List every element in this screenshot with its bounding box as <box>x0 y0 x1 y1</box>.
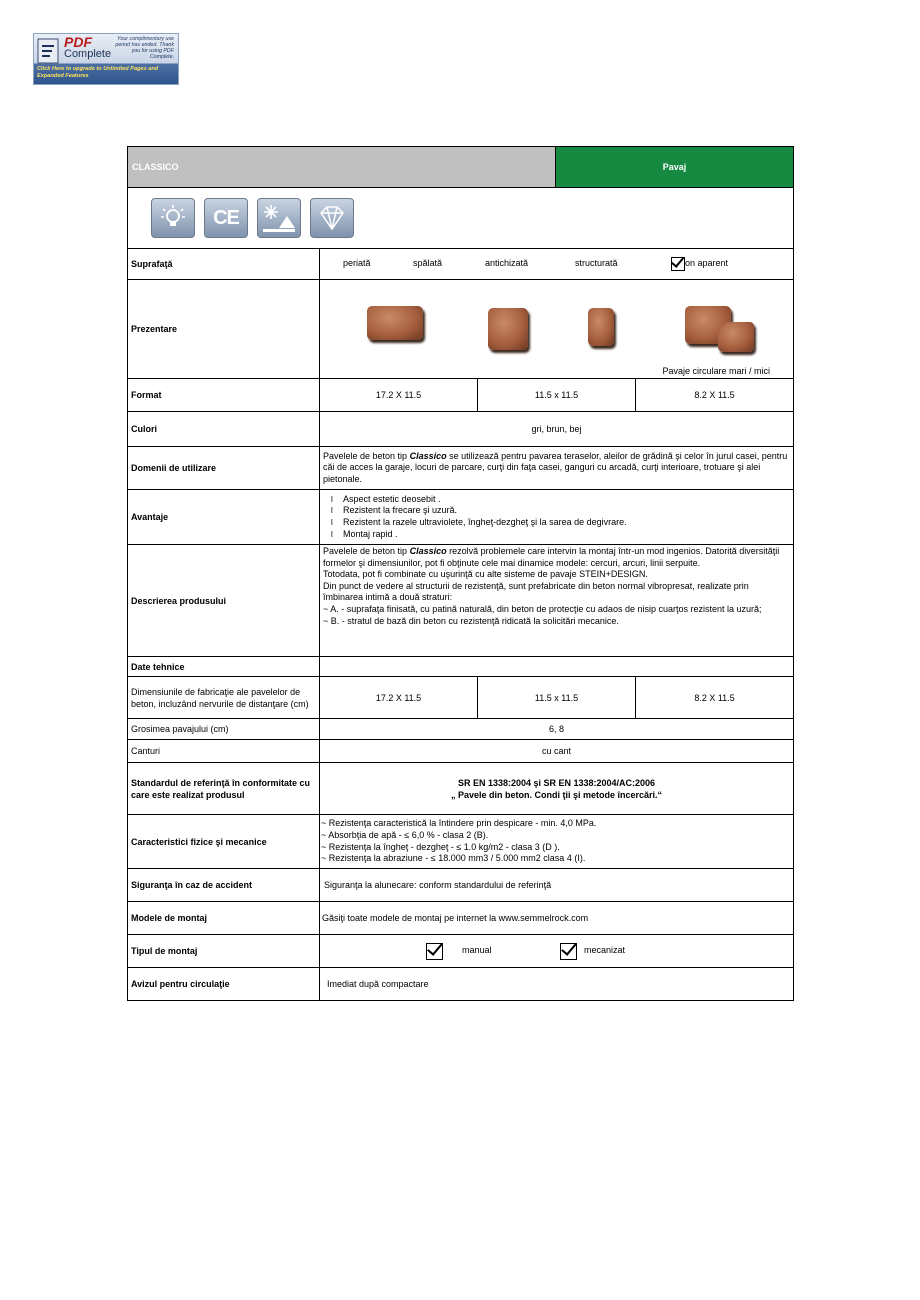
description-text: rezolvă problemele care intervin la montaj într-un mod ingenios. Datorită diversităţii formelor şi dimensiunilor, pot fi obţinute cele mai dinamice modele: cercuri, arcuri, linii serpuite. <box>323 546 780 568</box>
list-item: l Rezistent la frecare şi uzură. <box>331 505 790 517</box>
dimensions-row <box>128 677 794 719</box>
trial-ended-note: Your complimentary use period has ended. Thank you for using PDF Complete. <box>115 36 174 60</box>
thickness-label: Grosimea pavajului (cm) <box>128 719 320 740</box>
description-paragraph: Din punct de vedere al structurii de rezistenţă, sunt prefabricate din beton normal vibropresat, realizate prin îmbinarea intimă a două straturi: <box>323 580 749 603</box>
technical-data-label: Date tehnice <box>128 657 320 677</box>
edges-row <box>128 740 794 763</box>
surface-option-spalata: spălată <box>413 258 443 268</box>
checkmark-icon <box>671 257 685 271</box>
colors-row <box>128 412 794 447</box>
edges-value: cu cant <box>320 740 794 763</box>
safety-label: Siguranţa în caz de accident <box>128 869 320 902</box>
surface-row <box>128 249 794 280</box>
surface-option-aparent: on aparent <box>685 258 729 268</box>
presentation-row <box>128 280 794 379</box>
list-item: ~ Absorbţia de apă - ≤ 6,0 % - clasa 2 (B). <box>321 829 489 840</box>
usage-text: se utilizează pentru pavarea teraselor, aleilor de grădină şi celor în jurul casei, pentru căi de acces la garaje, locuri de parcare, curţi din faţa casei, ganguri cu arcadă, curţi interioare, trotuare şi alei pietonale. <box>323 450 788 484</box>
paver-image-small <box>588 308 614 346</box>
mounting-type-row <box>128 935 794 968</box>
diamond-icon <box>310 198 354 238</box>
format-value: 8.2 X 11.5 <box>635 379 793 411</box>
description-paragraph: ~ A. - suprafaţa finisată, cu patină naturală, din beton de protecţie cu adaos de nisip cuarţos rezistent la uzură; <box>323 603 762 614</box>
dimension-value: 17.2 X 11.5 <box>375 692 422 703</box>
pdf-complete-logo-icon <box>36 36 62 66</box>
characteristics-label: Caracteristici fizice şi mecanice <box>128 815 320 869</box>
dimension-value: 8.2 X 11.5 <box>635 677 793 718</box>
pdf-brand-text: PDF <box>64 34 92 50</box>
mounting-models-value: Găsiţi toate modele de montaj pe internet la www.semmelrock.com <box>320 902 794 935</box>
header-row <box>128 147 794 188</box>
paver-image-square <box>488 308 528 350</box>
colors-value: gri, brun, bej <box>320 412 794 447</box>
surface-checkbox-checked <box>671 257 685 271</box>
standard-label: Standardul de referinţă în conformitate cu care este realizat produsul <box>128 763 320 815</box>
mounting-models-label: Modele de montaj <box>128 902 320 935</box>
standard-row <box>128 763 794 815</box>
safety-value: Siguranţa la alunecare: conform standardului de referinţă <box>320 869 794 902</box>
manual-option: manual <box>462 945 492 955</box>
list-item: l Rezistent la razele ultraviolete, îngheţ-dezgheţ şi la sarea de degivrare. <box>331 517 790 529</box>
description-paragraph <box>323 546 790 569</box>
advantages-label: Avantaje <box>128 490 320 545</box>
safety-row <box>128 869 794 902</box>
paver-image-large <box>367 306 423 340</box>
manual-checkbox-checked <box>426 943 443 960</box>
advantages-list <box>323 494 790 540</box>
edges-label: Canturi <box>128 740 320 763</box>
format-value: 11.5 x 11.5 <box>477 379 635 411</box>
complete-brand-text: Complete <box>64 48 112 60</box>
traffic-approval-value: Imediat după compactare <box>320 968 794 1001</box>
ce-mark-text: CE <box>213 206 239 229</box>
thickness-value: 6, 8 <box>320 719 794 740</box>
icons-row <box>128 188 794 249</box>
list-item: ~ Rezistenţa caracteristică la întindere prin despicare - min. 4,0 MPa. <box>321 818 597 829</box>
technical-data-row <box>128 657 794 677</box>
usage-text-pre: Pavelele de beton tip <box>323 450 410 461</box>
light-bulb-icon <box>151 198 195 238</box>
surface-label: Suprafaţă <box>128 249 320 280</box>
description-row <box>128 545 794 657</box>
ce-mark-icon <box>204 198 248 238</box>
mechanized-checkbox-checked <box>560 943 577 960</box>
surface-option-structurata: structurată <box>575 258 618 268</box>
colors-label: Culori <box>128 412 320 447</box>
format-value: 17.2 X 11.5 <box>375 390 422 400</box>
traffic-approval-row <box>128 968 794 1001</box>
format-row <box>128 379 794 412</box>
presentation-caption: Pavaje circulare mari / mici <box>662 366 771 376</box>
pdf-complete-upgrade-banner[interactable] <box>33 33 179 85</box>
spec-table <box>127 146 794 1001</box>
list-item: l Aspect estetic deosebit . <box>331 494 790 506</box>
list-item: ~ Rezistenţa la abraziune - ≤ 18.000 mm3 / 5.000 mm2 clasa 4 (I). <box>321 853 586 864</box>
category-title: Pavaj <box>556 147 794 188</box>
description-label: Descrierea produsului <box>128 545 320 657</box>
usage-label: Domenii de utilizare <box>128 447 320 490</box>
standard-title: „ Pavele din beton. Condi ţii şi metode încercări.“ <box>450 789 663 800</box>
upgrade-link[interactable]: Click Here to upgrade to Unlimited Pages and Expanded Features <box>37 66 159 79</box>
mounting-models-row <box>128 902 794 935</box>
description-product-name: Classico <box>409 546 447 556</box>
product-title: CLASSICO <box>128 147 556 188</box>
surface-option-periata: periată <box>343 258 371 268</box>
paver-image-circular-small <box>718 322 754 352</box>
format-label: Format <box>128 379 320 412</box>
dimensions-label: Dimensiunile de fabricaţie ale pavelelor de beton, incluzând nervurile de distanţare (cm) <box>128 677 320 719</box>
mechanized-option: mecanizat <box>584 945 626 955</box>
standard-code: SR EN 1338:2004 şi SR EN 1338:2004/AC:2006 <box>457 777 656 788</box>
dimension-value: 11.5 x 11.5 <box>477 677 635 718</box>
presentation-label: Prezentare <box>128 280 320 379</box>
usage-row <box>128 447 794 490</box>
description-text-pre: Pavelele de beton tip <box>323 546 410 556</box>
description-paragraph: Totodata, pot fi combinate cu uşurinţă cu alte sisteme de pavaje STEIN+DESIGN. <box>323 569 648 580</box>
description-paragraph: ~ B. - stratul de bază din beton cu rezistenţă ridicată la solicitări mecanice. <box>323 615 619 626</box>
frost-salt-icon <box>257 198 301 238</box>
mounting-type-label: Tipul de montaj <box>128 935 320 968</box>
thickness-row <box>128 719 794 740</box>
surface-option-antichizata: antichizată <box>485 258 529 268</box>
traffic-approval-label: Avizul pentru circulaţie <box>128 968 320 1001</box>
characteristics-row <box>128 815 794 869</box>
advantages-row <box>128 490 794 545</box>
usage-product-name: Classico <box>409 450 447 461</box>
list-item: l Montaj rapid . <box>331 529 790 541</box>
list-item: ~ Rezistenţa la îngheţ - dezgheţ - ≤ 1.0 kg/m2 - clasa 3 (D ). <box>321 841 560 852</box>
product-spec-sheet <box>127 146 793 1001</box>
